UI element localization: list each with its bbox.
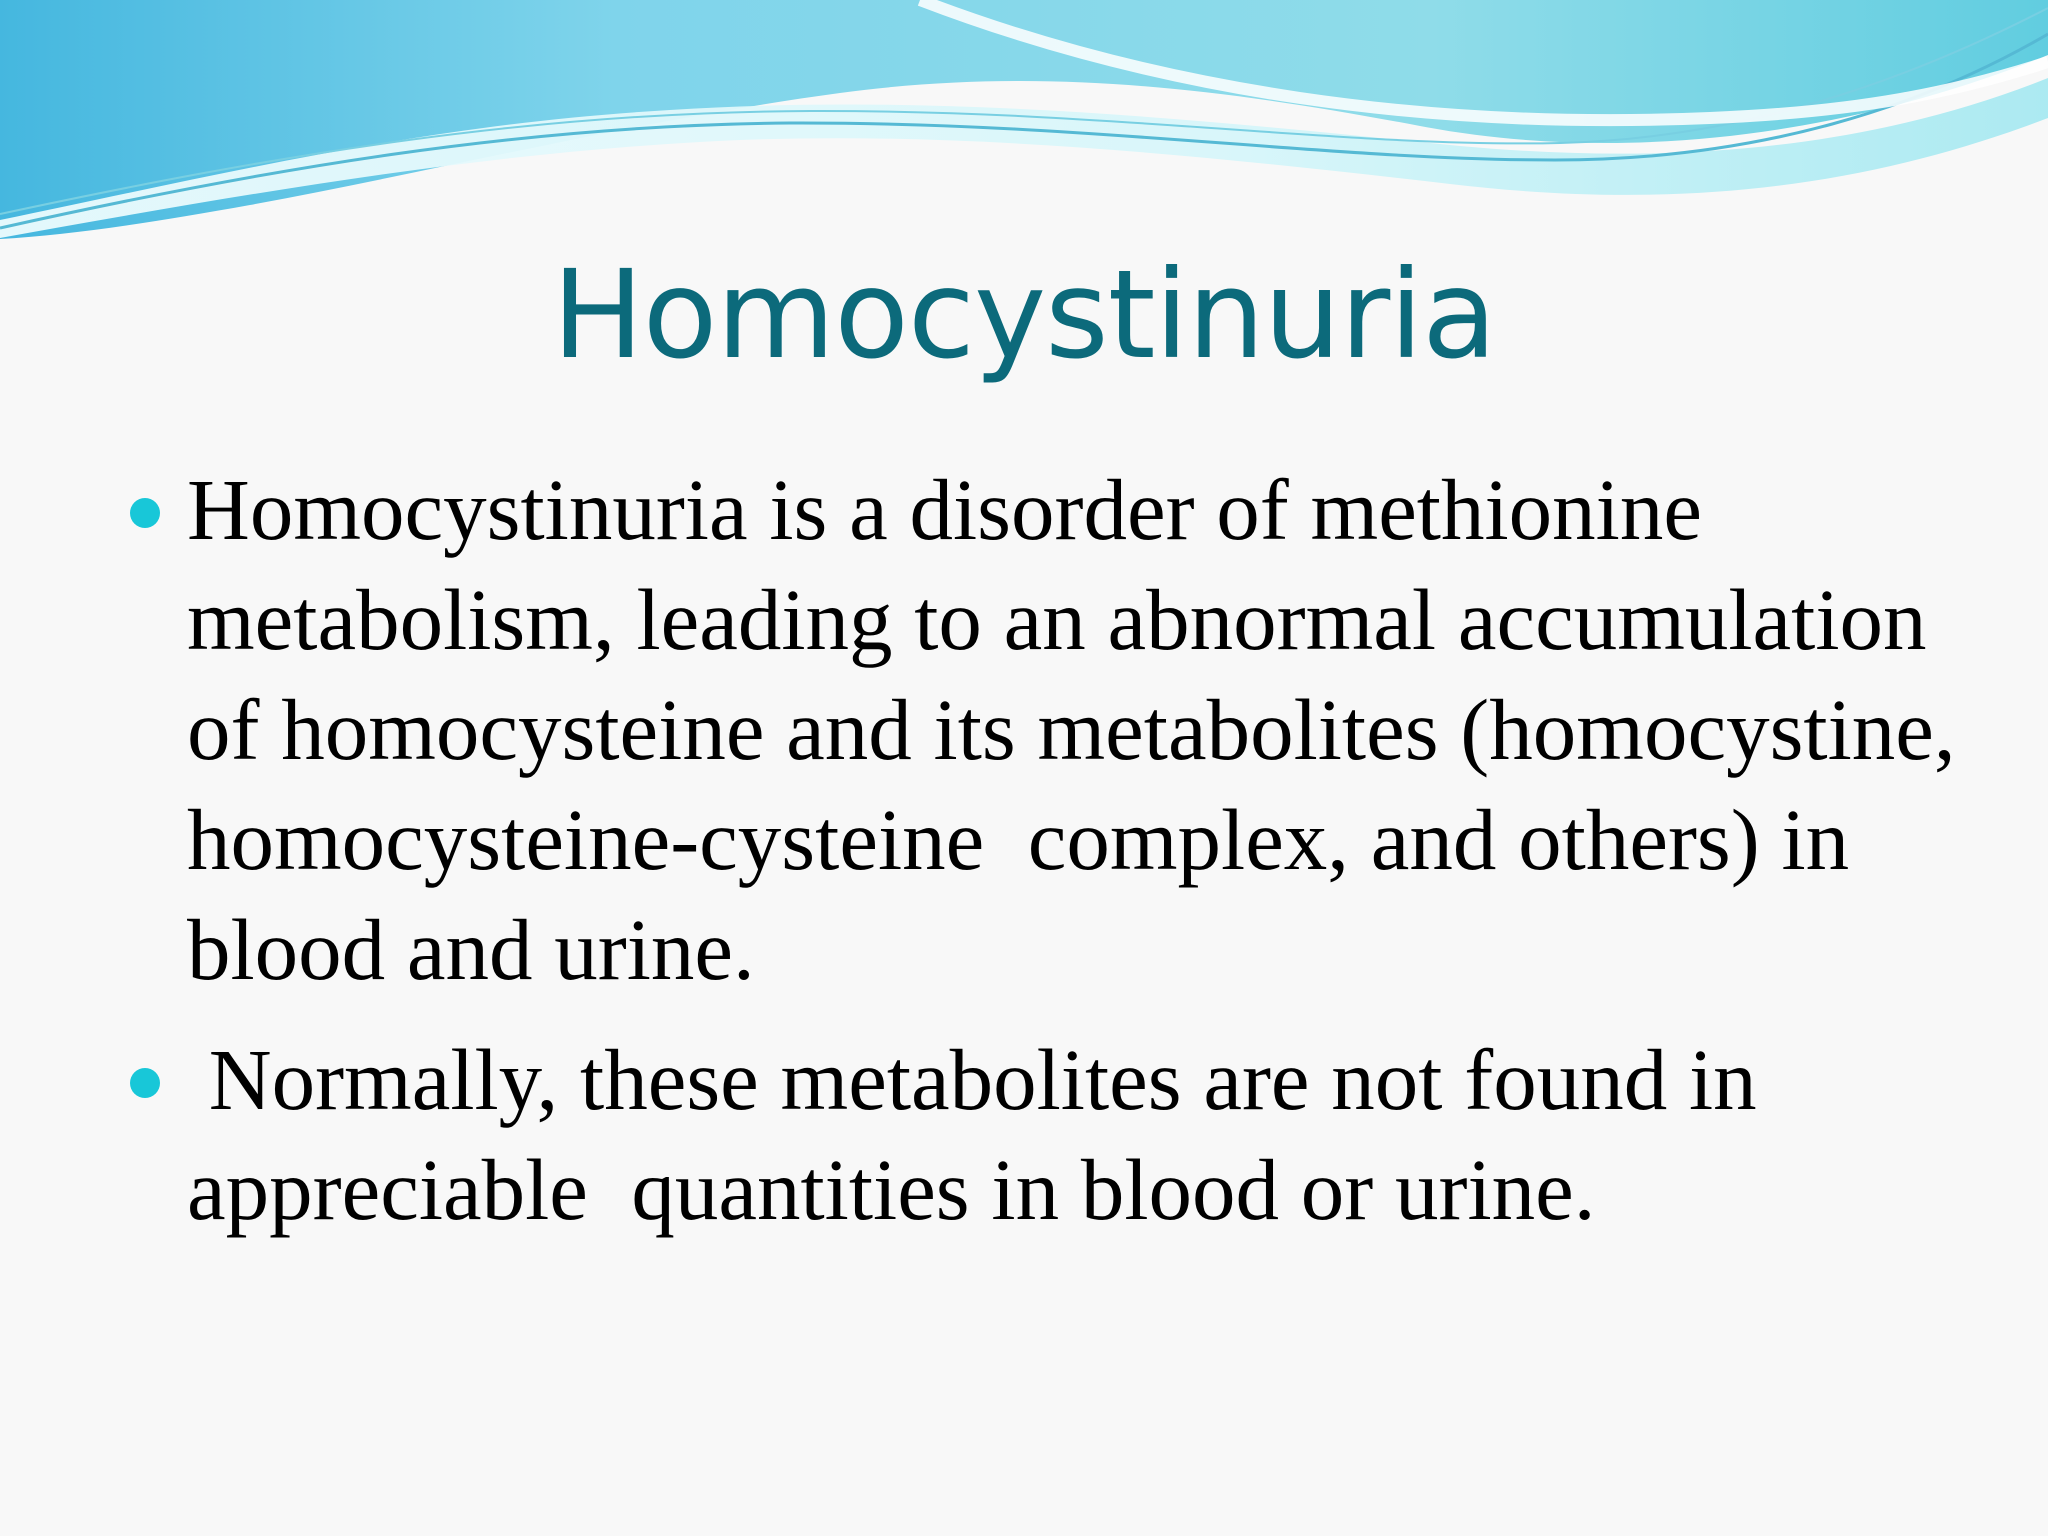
bullet-text-definition: Homocystinuria is a disorder of methionine metabolism, leading to an abnormal accumulation of homocysteine and its metabolites (homocystine, homocysteine-cysteine complex, and others) in blood and urine. [187,461,1978,998]
filled-circle-icon [130,498,160,528]
bullet-item-definition [130,455,1990,1005]
bullet-list [130,455,1990,1245]
slide-title: Homocystinuria [552,244,1496,386]
filled-circle-icon [130,1068,160,1098]
bullet-text-normal-levels: Normally, these metabolites are not found in appreciable quantities in blood or urine. [187,1031,1779,1238]
decorative-wave-header [0,0,2048,260]
bullet-item-normal-levels [130,1025,1990,1245]
